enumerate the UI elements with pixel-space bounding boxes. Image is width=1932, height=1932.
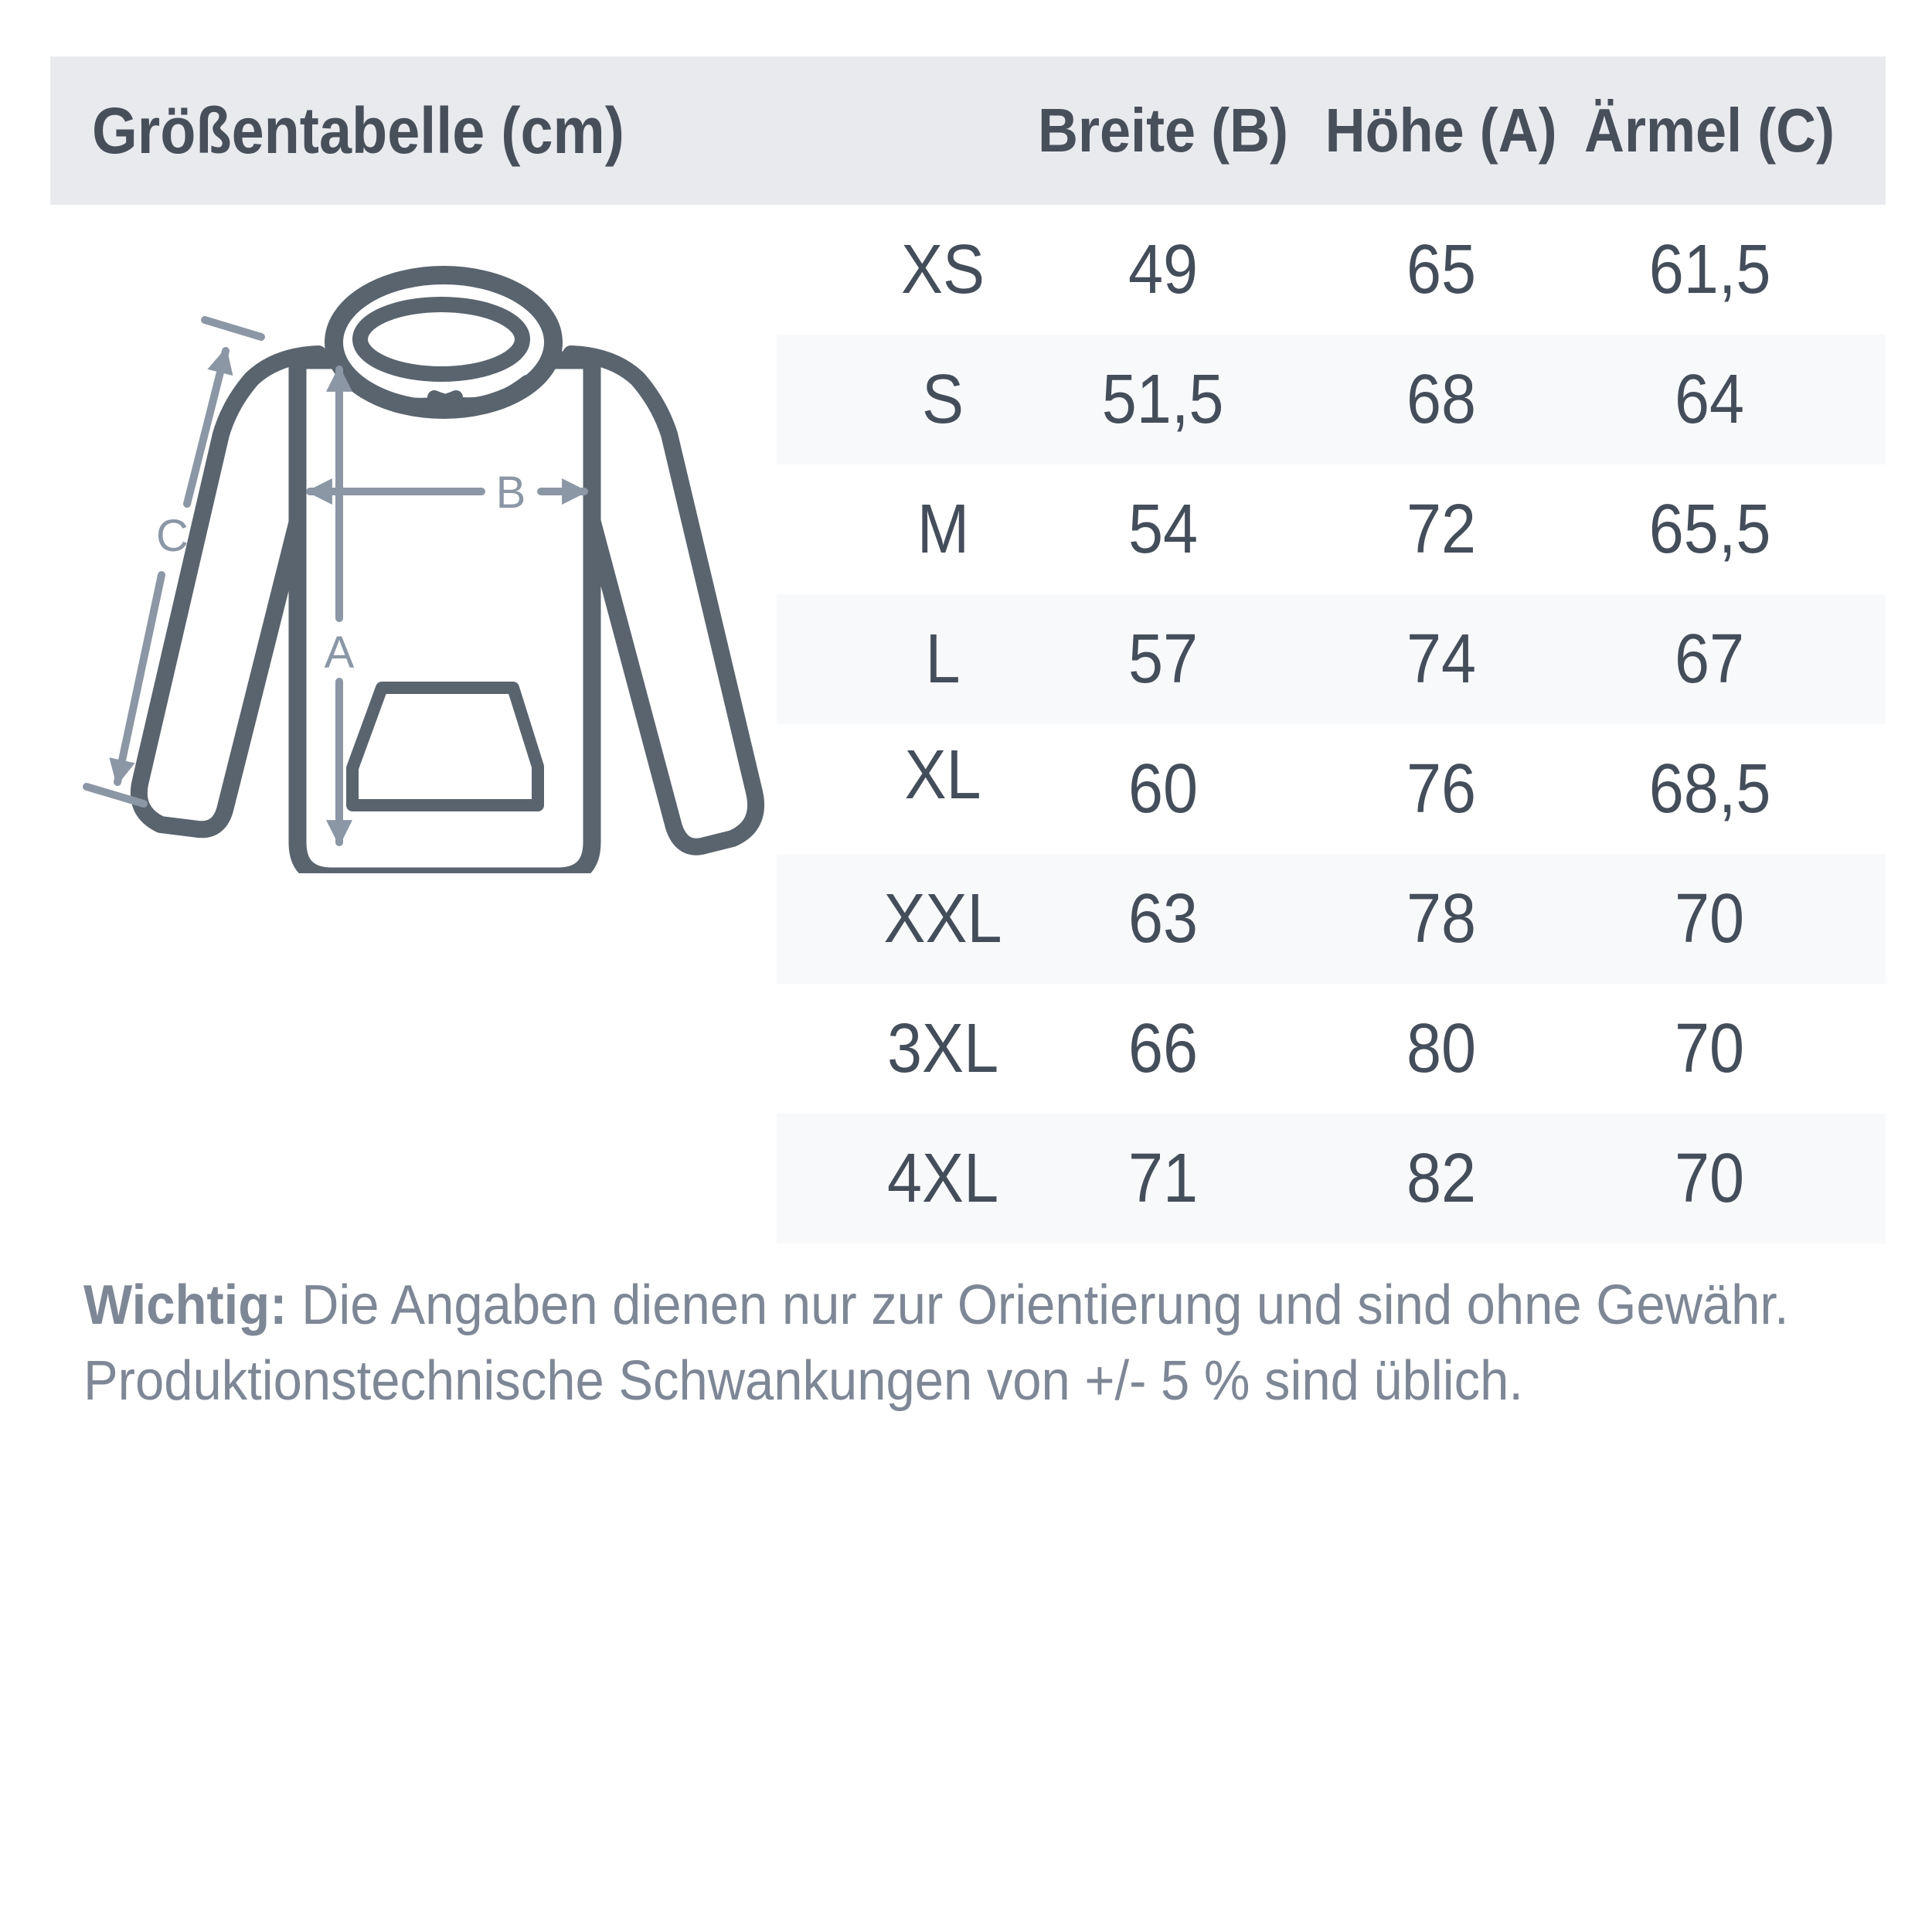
aermel-value: 64 <box>1675 360 1745 438</box>
hood-inner-ring <box>360 304 522 374</box>
hoehe-value: 82 <box>1406 1139 1477 1217</box>
breite-value: 57 <box>1128 620 1199 698</box>
table-row <box>777 594 1886 724</box>
arrow-c-tick-top <box>205 320 261 337</box>
hoodie-measurement-diagram <box>46 178 788 873</box>
table-row <box>777 724 1886 854</box>
column-header-aermel: Ärmel (C) <box>1584 96 1835 165</box>
hoehe-value: 65 <box>1406 230 1477 308</box>
aermel-value: 70 <box>1675 879 1745 957</box>
aermel-value: 70 <box>1675 1139 1745 1217</box>
hoehe-value: 68 <box>1406 360 1477 438</box>
label-hoehe-a: A <box>324 628 355 678</box>
breite-value: 63 <box>1128 879 1199 957</box>
column-header-breite: Breite (B) <box>1037 96 1289 165</box>
size-label: S <box>921 360 964 438</box>
breite-value: 66 <box>1128 1009 1199 1087</box>
disclaimer-bold: Wichtig: <box>83 1274 287 1336</box>
size-table <box>777 205 1886 1243</box>
breite-value: 51,5 <box>1102 360 1224 438</box>
aermel-value: 68,5 <box>1648 750 1771 828</box>
table-row <box>777 335 1886 464</box>
label-aermel-c: C <box>156 511 189 561</box>
page-title: Größentabelle (cm) <box>92 94 624 167</box>
disclaimer-line-1: Wichtig: Die Angaben dienen nur zur Orientierung und sind ohne Gewähr. <box>83 1274 1789 1336</box>
breite-value: 54 <box>1128 490 1199 568</box>
hoehe-value: 78 <box>1406 879 1477 957</box>
hoehe-value: 72 <box>1406 490 1477 568</box>
breite-value: 71 <box>1128 1139 1199 1217</box>
size-label: L <box>925 620 961 698</box>
disclaimer-note <box>83 1267 1907 1419</box>
breite-value: 60 <box>1128 750 1199 828</box>
size-label: XXL <box>883 879 1002 957</box>
table-row <box>777 1114 1886 1243</box>
table-row <box>777 984 1886 1114</box>
size-label: M <box>917 490 969 568</box>
disclaimer-line-2: Produktionstechnische Schwankungen von +/- 5 % sind üblich. <box>83 1350 1523 1412</box>
hoehe-value: 80 <box>1406 1009 1477 1087</box>
aermel-value: 70 <box>1675 1009 1745 1087</box>
size-label: XL <box>904 736 981 814</box>
aermel-value: 65,5 <box>1648 490 1771 568</box>
table-row <box>777 205 1886 335</box>
hoodie-hood <box>334 275 553 410</box>
aermel-value: 67 <box>1675 620 1745 698</box>
size-label: XS <box>900 230 985 308</box>
size-label: 4XL <box>886 1139 999 1217</box>
column-header-hoehe: Höhe (A) <box>1325 96 1557 165</box>
table-row <box>777 854 1886 984</box>
size-label: 3XL <box>886 1009 999 1087</box>
hoehe-value: 76 <box>1406 750 1477 828</box>
kangaroo-pocket <box>352 688 538 805</box>
label-breite-b: B <box>495 468 526 518</box>
aermel-value: 61,5 <box>1648 230 1771 308</box>
column-headers <box>1039 95 1886 166</box>
breite-value: 49 <box>1128 230 1199 308</box>
table-row <box>777 464 1886 594</box>
hoehe-value: 74 <box>1406 620 1477 698</box>
